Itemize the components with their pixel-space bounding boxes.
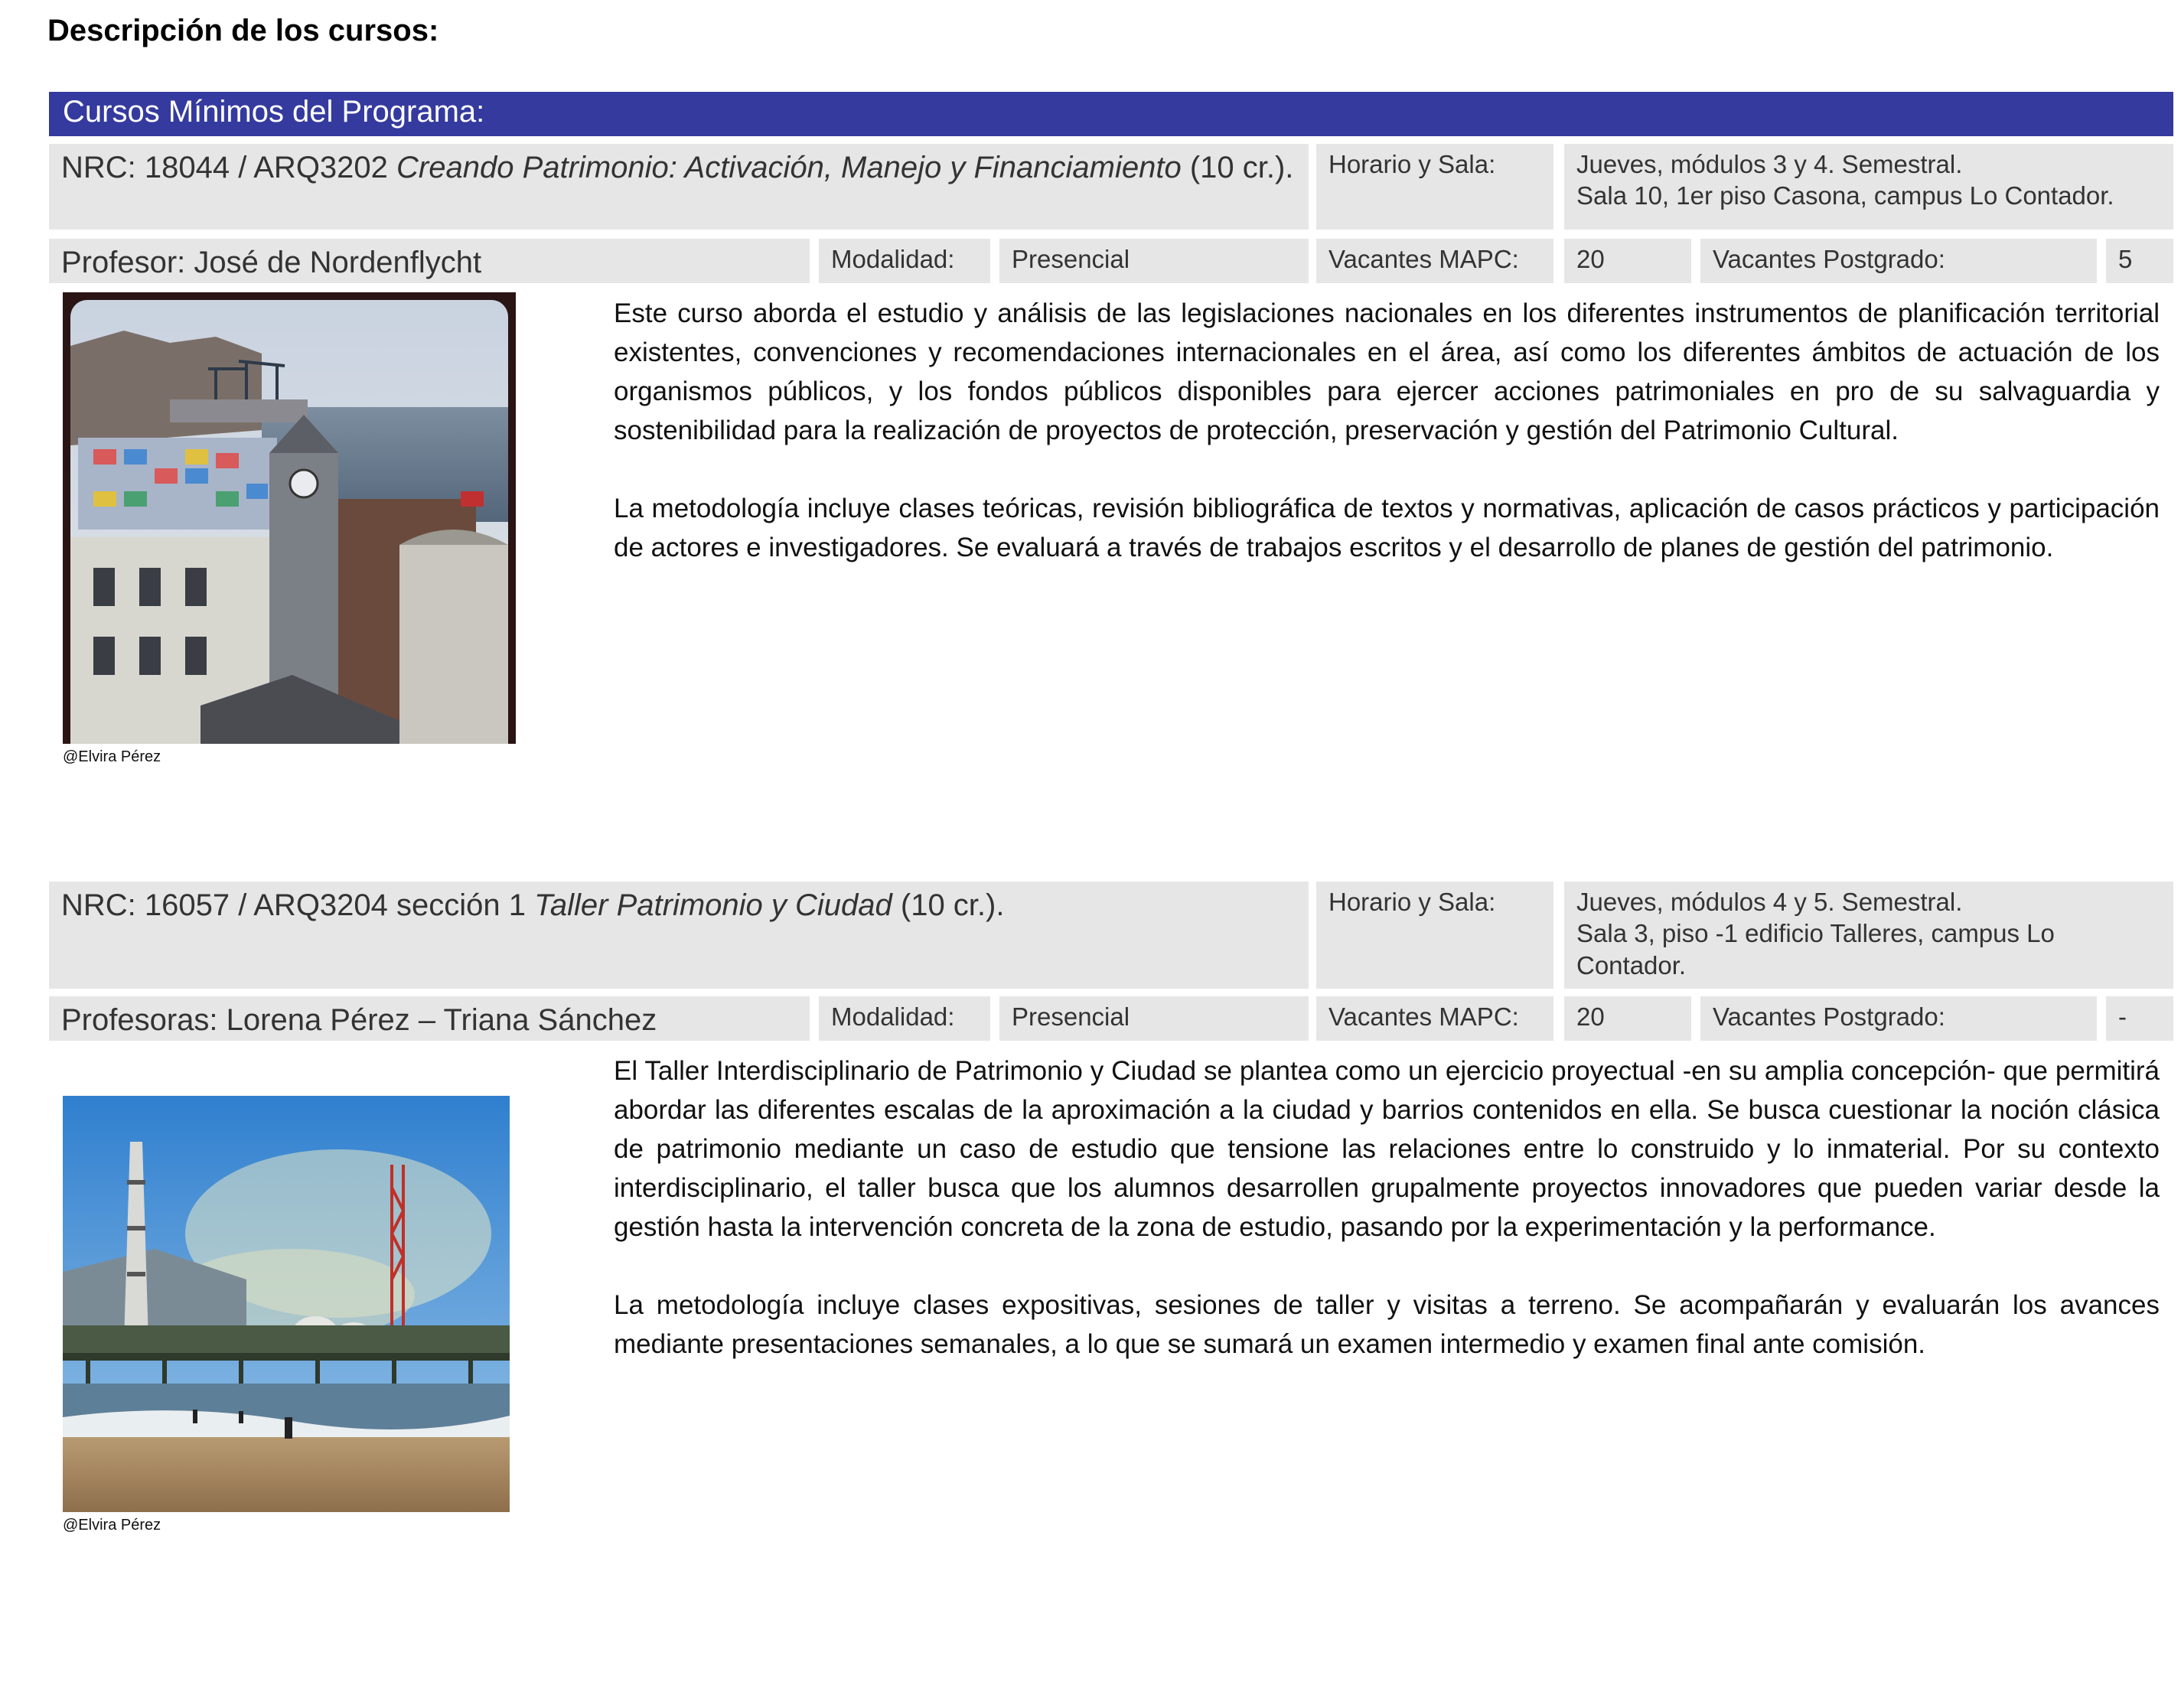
course-2-postgrado-label: Vacantes Postgrado: [1700, 996, 2097, 1041]
course-1-methodology-paragraph: La metodología incluye clases teóricas, revisión bibliográfica de textos y normativas, aplicación de casos prácticos y participación de actores e investigadores. Se evaluará a través de trabajos escritos y el desarrollo de planes de gestión del patrimonio. [614, 494, 2160, 562]
course-2-schedule-label: Horario y Sala: [1316, 882, 1553, 989]
course-2-methodology-paragraph: La metodología incluye clases expositivas, sesiones de taller y visitas a terreno. Se acompañarán y evaluarán los avances mediante presentaciones semanales, a lo que se sumará un examen intermedio y examen final ante comisión. [614, 1290, 2160, 1359]
section-title-bar: Cursos Mínimos del Programa: [49, 92, 2173, 136]
course-2-schedule [1564, 882, 2173, 989]
course-2-description-paragraph: El Taller Interdisciplinario de Patrimonio y Ciudad se plantea como un ejercicio proyectual -en su amplia concepción- que permitirá abordar las diferentes escalas de la aproximación a la ciudad y barrios contenidos en ella. Se busca cuestionar la noción clásica de patrimonio mediante un caso de estudio que tensione las relaciones entre lo construido y lo inmaterial. Por su contexto interdisciplinario, el taller busca que los alumnos desarrollen grupalmente proyectos innovadores que pueden variar desde la gestión hasta la intervención concreta de la zona de estudio, pasando por la experimentación y la performance. [614, 1056, 2160, 1242]
course-1-postgrado-value: 5 [2106, 239, 2173, 283]
course-1-credits: (10 cr.). [1181, 151, 1294, 184]
course-2-name: Taller Patrimonio y Ciudad [534, 888, 892, 922]
course-1-schedule-room: Sala 10, 1er piso Casona, campus Lo Contador. [1576, 181, 2114, 210]
course-1-postgrado-label: Vacantes Postgrado: [1700, 239, 2097, 283]
course-2-schedule-time: Jueves, módulos 4 y 5. Semestral. [1576, 888, 1963, 916]
course-2-title [49, 882, 1309, 989]
course-1-code: NRC: 18044 / ARQ3202 [61, 151, 397, 184]
course-2-photo-credit: @Elvira Pérez [63, 1517, 161, 1534]
course-1-professor: Profesor: José de Nordenflycht [49, 239, 810, 283]
course-1-title [49, 144, 1309, 230]
course-2-code: NRC: 16057 / ARQ3204 sección 1 [61, 888, 535, 922]
course-2-mapc-label: Vacantes MAPC: [1316, 996, 1553, 1041]
course-1-schedule [1564, 144, 2173, 230]
course-1-schedule-label: Horario y Sala: [1316, 144, 1553, 230]
course-2-photo [63, 1096, 510, 1512]
course-2-mapc-value: 20 [1564, 996, 1691, 1041]
course-2-postgrado-value: - [2106, 996, 2173, 1041]
course-1-modality: Presencial [999, 239, 1309, 283]
course-1-name: Creando Patrimonio: Activación, Manejo y Financiamiento [396, 151, 1182, 184]
course-2-schedule-room: Sala 3, piso -1 edificio Talleres, campus Lo Contador. [1576, 919, 2055, 979]
course-2-modality: Presencial [999, 996, 1309, 1041]
course-1-schedule-time: Jueves, módulos 3 y 4. Semestral. [1576, 150, 1963, 178]
course-1-photo-credit: @Elvira Pérez [63, 748, 161, 765]
course-1-description-paragraph: Este curso aborda el estudio y análisis de las legislaciones nacionales en los diferentes instrumentos de planificación territorial existentes, convenciones y recomendaciones internacionales en el área, así como los diferentes ámbitos de actuación de los organismos públicos, y los fondos públicos disponibles para ejercer acciones patrimoniales en pro de su salvaguardia y sostenibilidad para la realización de proyectos de protección, preservación y gestión del Patrimonio Cultural. [614, 298, 2160, 445]
course-1-photo [63, 292, 516, 744]
course-1-description [614, 294, 2160, 606]
course-1-mapc-value: 20 [1564, 239, 1691, 283]
course-2-modality-label: Modalidad: [819, 996, 990, 1041]
course-2-description [614, 1051, 2160, 1403]
course-1-modality-label: Modalidad: [819, 239, 990, 283]
course-2-credits: (10 cr.). [892, 888, 1005, 922]
course-1-mapc-label: Vacantes MAPC: [1316, 239, 1553, 283]
course-2-professors: Profesoras: Lorena Pérez – Triana Sánchez [49, 996, 810, 1041]
page-heading: Descripción de los cursos: [47, 14, 439, 47]
